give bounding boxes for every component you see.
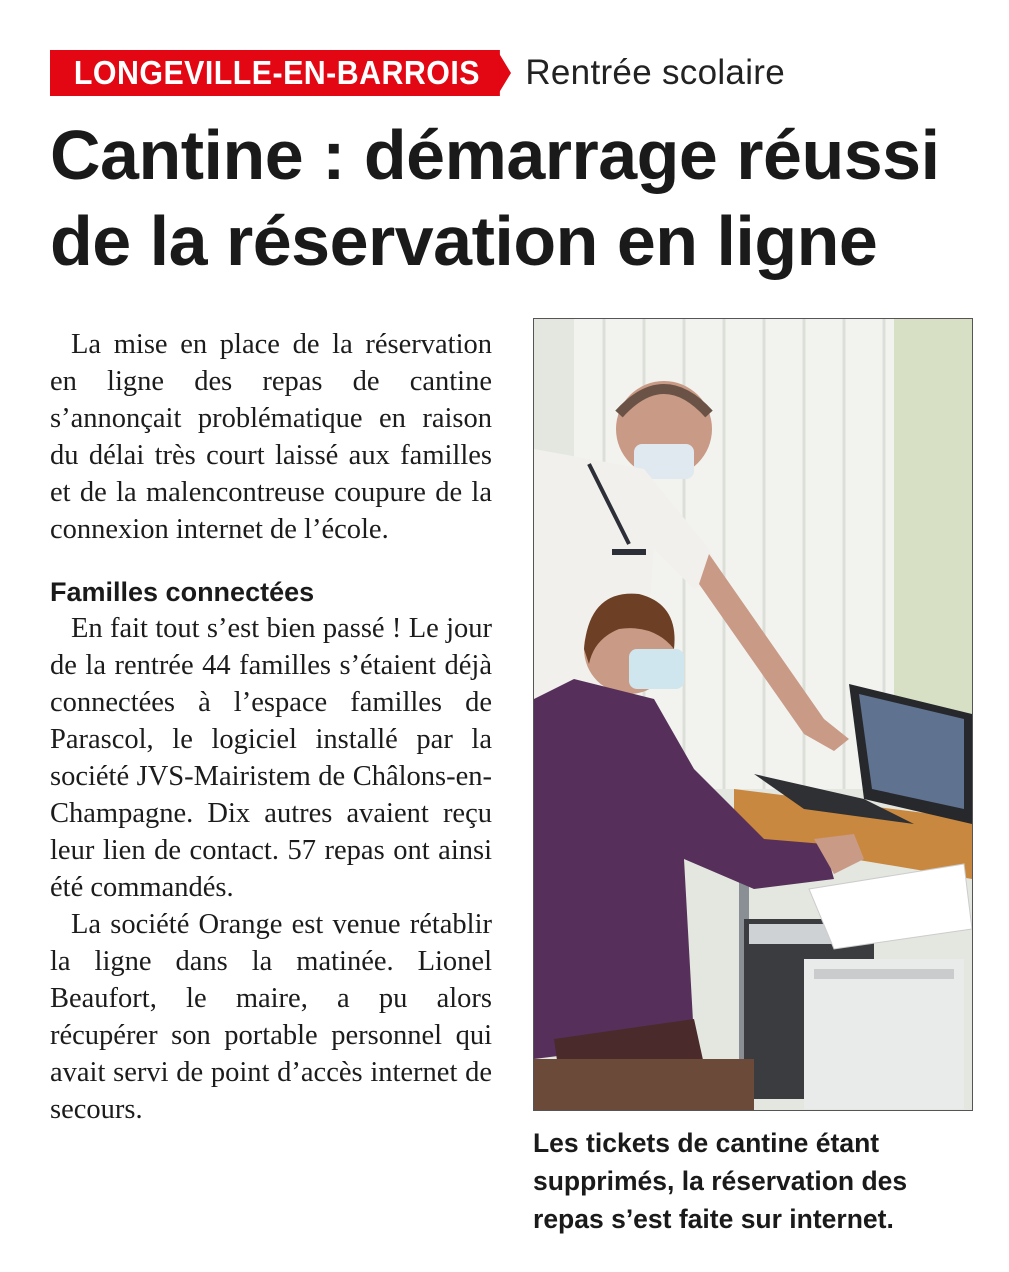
- photo-illustration: [534, 319, 972, 1110]
- kicker: [50, 50, 785, 96]
- article-photo: [533, 318, 973, 1111]
- paragraph-3: La société Orange est venue rétablir la ligne dans la matinée. Lionel Beaufort, le maire, a pu alors récupérer son portable personnel qui avait servi de point d’accès internet de secours.: [50, 909, 492, 1125]
- intro-paragraph: La mise en place de la réservation en ligne des repas de cantine s’annonçait problématique en raison du délai très court laissé aux familles et de la malencontreuse coupure de la connexion internet de l’école.: [50, 329, 492, 545]
- paragraph-2: En fait tout s’est bien passé ! Le jour de la rentrée 44 familles s’étaient déjà connectées à l’espace familles de Parascol, le logiciel installé par la société JVS-Mairistem de Châlons-en-Champagne. Dix autres avaient reçu leur lien de contact. 57 repas ont ainsi été commandés.: [50, 613, 492, 903]
- location-tag: LONGEVILLE-EN-BARROIS: [50, 50, 500, 96]
- rubric-label: Rentrée scolaire: [525, 53, 785, 92]
- article-body: [50, 326, 492, 1128]
- headline: Cantine : démarrage réussi de la réservation en ligne: [50, 116, 940, 280]
- subheading: Familles connectées: [50, 577, 315, 607]
- photo-caption: Les tickets de cantine étant supprimés, la réservation des repas s’est faite sur internet.: [533, 1128, 908, 1234]
